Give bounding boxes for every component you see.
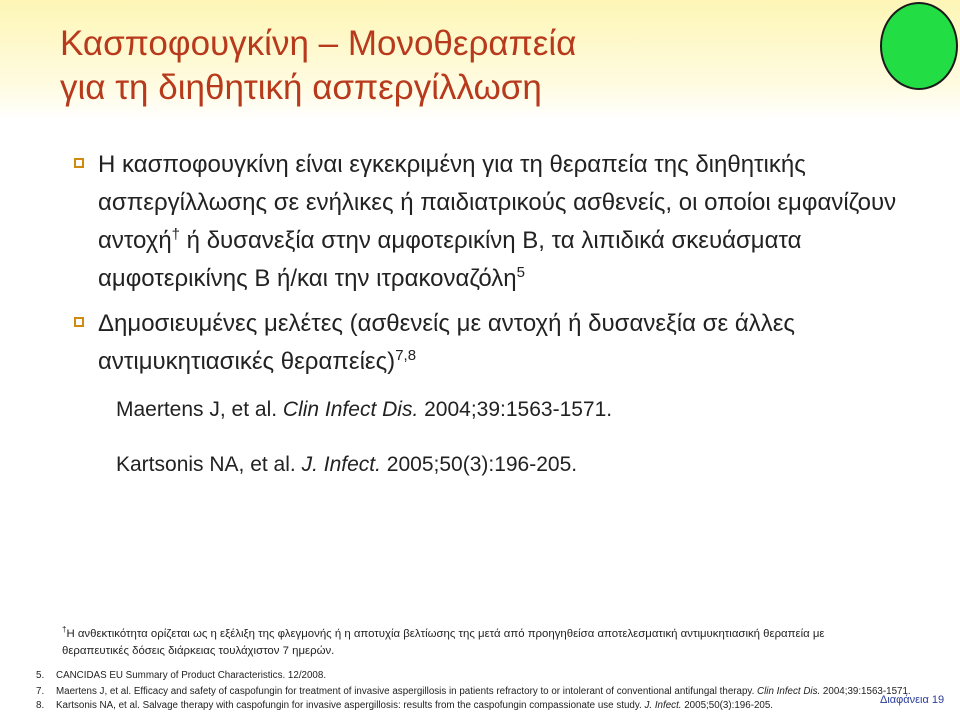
- reference-item: [36, 670, 896, 682]
- reference-item: [36, 700, 896, 712]
- ref-authors: Kartsonis NA, et al.: [116, 453, 302, 476]
- reference-text-pre: Maertens J, et al. Efficacy and safety of caspofungin for treatment of invasive aspergillosis in patients refractory to or intolerant of conventional antifungal therapy.: [56, 686, 758, 697]
- slide-title: [60, 22, 860, 110]
- ref-journal: Clin Infect Dis.: [282, 398, 419, 421]
- reference-text: [56, 700, 773, 712]
- reference-text: [56, 686, 911, 698]
- reference-journal: Clin Infect Dis.: [757, 686, 821, 697]
- ref-superscript: 5: [516, 264, 525, 281]
- footnote-refractory-definition: [62, 626, 892, 660]
- bullet-approval-text: [74, 146, 904, 298]
- slide-title-line-2: για τη διηθητική ασπεργίλλωση: [60, 68, 542, 107]
- ref-authors: Maertens J, et al.: [116, 398, 283, 421]
- reference-list: [36, 670, 911, 714]
- reference-text-pre: Kartsonis NA, et al. Salvage therapy with caspofungin for invasive aspergillosis: results from the caspofungin compassionate use study.: [56, 700, 645, 711]
- reference-number: 5.: [36, 670, 45, 681]
- ref-details: 2005;50(3):196-205.: [380, 453, 578, 476]
- bullet-approval: [74, 146, 904, 298]
- green-circle-shape: [880, 2, 958, 90]
- ref-superscript: 7,8: [395, 347, 417, 364]
- reference-text-pre: CANCIDAS EU Summary of Product Characteristics. 12/2008.: [56, 670, 327, 681]
- ref-journal: J. Infect.: [301, 453, 381, 476]
- reference-text-post: 2004;39:1563-1571.: [820, 686, 911, 697]
- dagger-mark: †: [62, 625, 67, 635]
- reference-journal: J. Infect.: [644, 700, 682, 711]
- reference-item: [36, 686, 911, 698]
- bullet-studies: [74, 305, 904, 381]
- bullet-approval-pre: Η κασποφουγκίνη είναι εγκεκριμένη για τη θεραπεία της διηθητικής ασπεργίλλωσης σε ενήλικες ή παιδιατρικούς ασθενείς, οι οποίοι εμφανίζουν αντοχή: [98, 151, 897, 254]
- square-bullet-icon: [74, 317, 84, 327]
- reference-text-post: 2005;50(3):196-205.: [681, 700, 774, 711]
- square-bullet-icon: [74, 158, 84, 168]
- bullet-approval-post: ή δυσανεξία στην αμφοτερικίνη B, τα λιπιδικά σκευάσματα αμφοτερικίνης B ή/και την ιτρακοναζόλη: [98, 227, 802, 292]
- ref-details: 2004;39:1563-1571.: [418, 398, 613, 421]
- reference-kartsonis: [116, 451, 577, 479]
- reference-text: [56, 670, 326, 682]
- slide-title-line-1: Κασποφουγκίνη – Μονοθεραπεία: [60, 24, 577, 63]
- bullet-studies-text: [74, 305, 904, 381]
- footnote-text: Η ανθεκτικότητα ορίζεται ως η εξέλιξη της φλεγμονής ή η αποτυχία βελτίωσης της μετά από προηγηθείσα αποτελεσματική αντιμυκητιασική θεραπεία με θεραπευτικές δόσεις διάρκειας τουλάχιστον 7 ημερών.: [62, 628, 825, 657]
- dagger-mark: †: [171, 226, 181, 243]
- reference-number: 7.: [36, 686, 45, 697]
- slide-number: Διαφάνεια 19: [880, 694, 945, 706]
- reference-maertens: [116, 396, 612, 424]
- reference-number: 8.: [36, 700, 45, 711]
- bullet-studies-pre: Δημοσιευμένες μελέτες (ασθενείς με αντοχή ή δυσανεξία σε άλλες αντιμυκητιασικές θεραπείες): [98, 310, 795, 375]
